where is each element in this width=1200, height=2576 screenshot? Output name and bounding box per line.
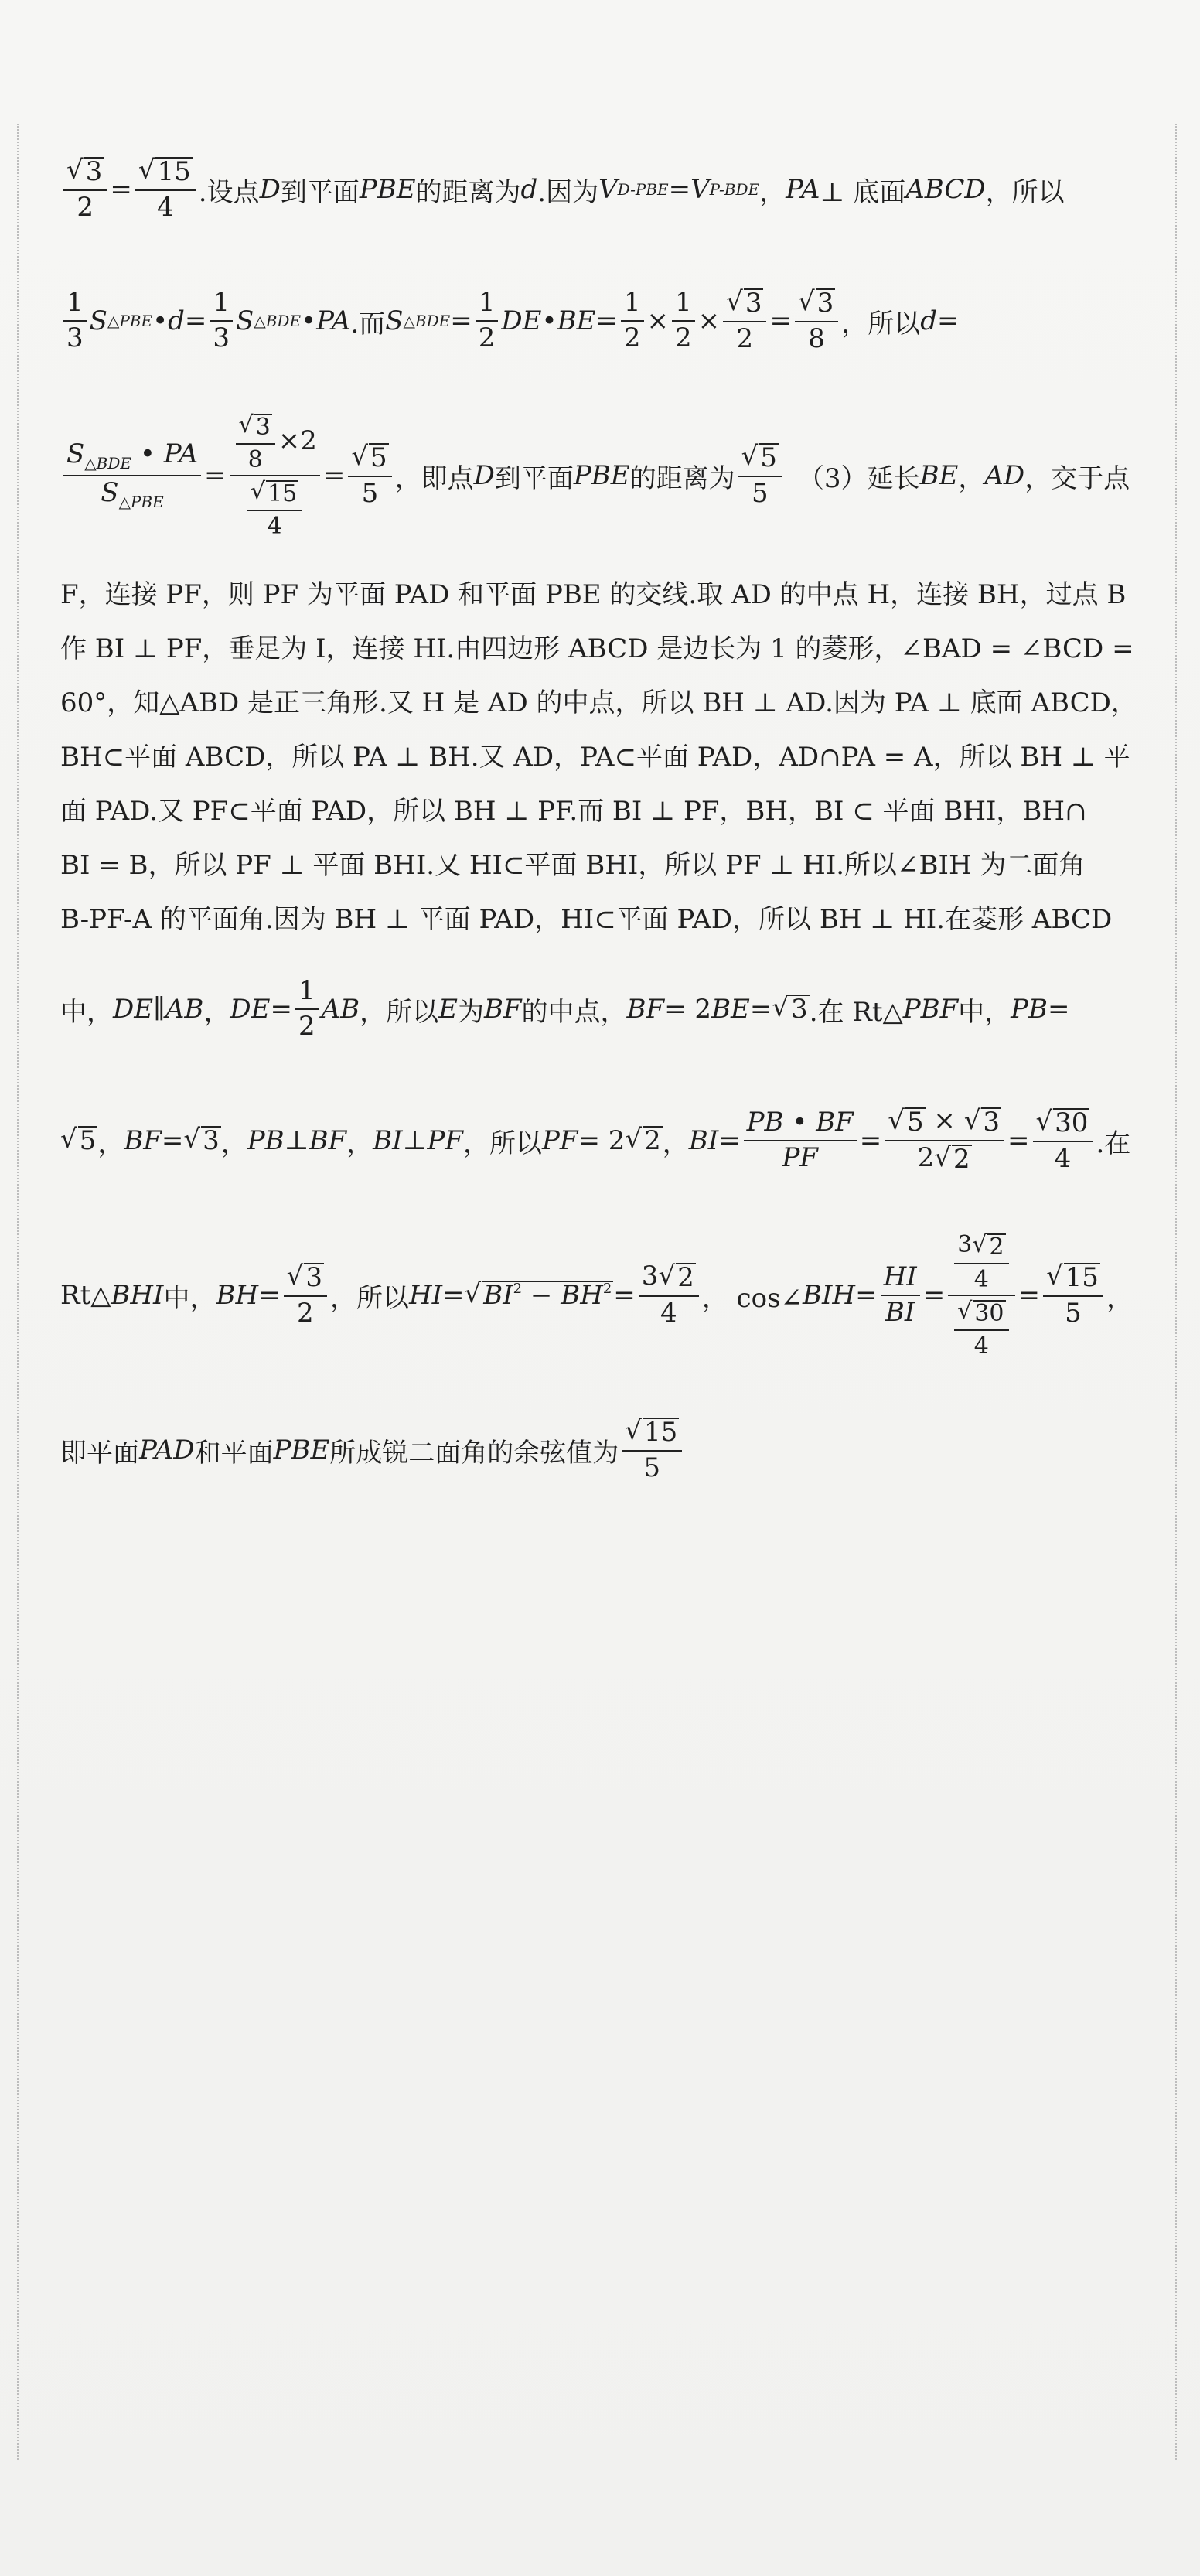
left-margin-dotted-line	[17, 124, 19, 2460]
right-margin-dotted-line	[1175, 124, 1177, 2460]
text-line: 60°，知△ABD 是正三角形.又 H 是 AD 的中点，所以 BH ⊥ AD.因为 PA ⊥ 底面 ABCD，	[60, 687, 1137, 718]
fraction: √ 3 2	[63, 157, 107, 221]
solution-text	[60, 124, 1139, 1516]
formula-line-2: $\frac{1}{3}$ S △PBE • d = $\frac{1}{3}$ S △BDE • PA .而 S △BDE = $\frac{1}{2}$ DE • BE = $\frac{1}{2}$ × $\frac{1}{2}$ × √ 3 2 = √ 3 8 ，所以 d =	[60, 255, 1139, 387]
formula-line-12: √ 5 ， BF = √ 3 ， PB ⊥ BF ， BI ⊥ PF ，所以 PF = 2 √ 2 ， BI = $\frac{PB • BF}{PF}$ = √ 5 × √ 3 2 √ 2 = √ 30 4 .在	[60, 1105, 1131, 1175]
formula-line-14: 即平面 PAD 和平面 PBE 所成锐二面角的余弦值为 √ 15 5	[60, 1384, 1139, 1516]
text-line: 面 PAD.又 PF⊂平面 PAD，所以 BH ⊥ PF.而 BI ⊥ PF，BH，BI ⊂ 平面 BHI，BH∩	[60, 795, 1087, 827]
text-line: F，连接 PF，则 PF 为平面 PAD 和平面 PBE 的交线.取 AD 的中点 H，连接 BH，过点 B	[60, 578, 1127, 610]
formula-line-3: $\frac{S_{\triangle BDE} • PA}{S_{\triangle PBE}}$ = √ 3 8 ×2 √ 15 4 = √ 5 5 ，即点 D 到平面 PBE 的距离为 √ 5 5 （3）延长 BE ， AD ，交于点	[60, 387, 1139, 565]
formula-line-13: Rt△ BHI 中， BH = √ 3 2 ，所以 HI = √ $BI^2 - BH^2$ = 3 √ 2 4 ， cos∠ BIH = $\frac{HI}{BI}$ = 3 √ 2 4 √ 30 4 = √ 15 5 ，	[60, 1231, 1133, 1360]
text-line: BH⊂平面 ABCD，所以 PA ⊥ BH.又 AD，PA⊂平面 PAD，AD∩PA = A，所以 BH ⊥ 平	[60, 741, 1130, 773]
text-line: 作 BI ⊥ PF，垂足为 I，连接 HI.由四边形 ABCD 是边长为 1 的菱形，∠BAD = ∠BCD =	[60, 633, 1134, 664]
text-line: B-PF-A 的平面角.因为 BH ⊥ 平面 PAD，HI⊂平面 PAD，所以 BH ⊥ HI.在菱形 ABCD	[60, 903, 1113, 935]
formula-line-1: √ 3 2 = √ 15 4 .设点 D 到平面 PBE 的距离为 d .因为 V D-PBE = V P-BDE ， PA ⊥ 底面 ABCD ，所以	[60, 124, 1139, 255]
text-line: BI = B，所以 PF ⊥ 平面 BHI.又 HI⊂平面 BHI，所以 PF ⊥ HI.所以∠BIH 为二面角	[60, 849, 1086, 881]
fraction: √ 15 4	[135, 157, 196, 221]
formula-line-11: 中， DE ∥ AB ， DE = $\frac{1}{2}$ AB ，所以 E 为 BF 的中点， BF = 2 BE = √ 3 .在 Rt△ PBF 中， PB =	[60, 975, 1070, 1042]
